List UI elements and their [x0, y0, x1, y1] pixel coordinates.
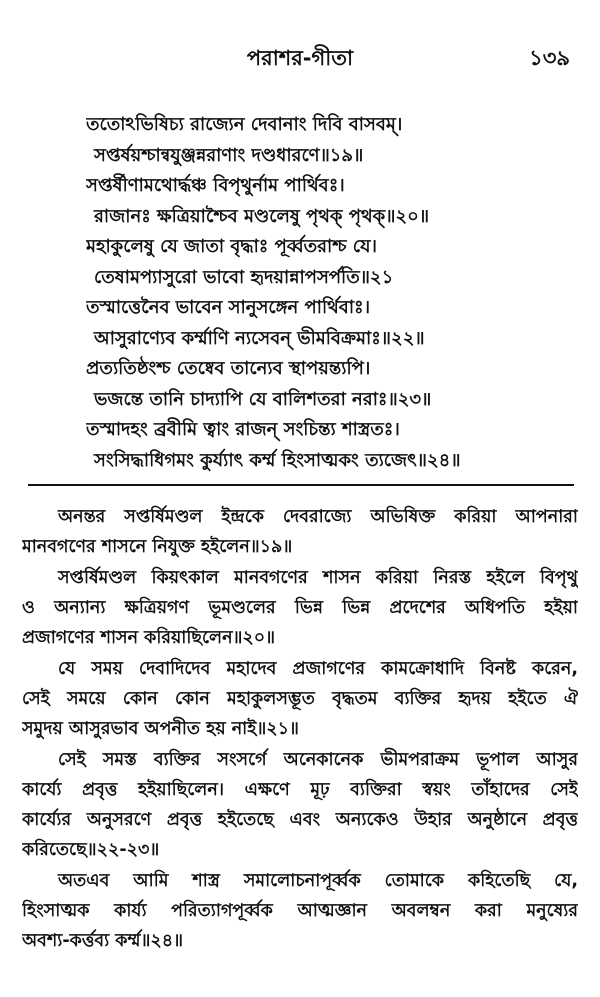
commentary-paragraph	[22, 563, 578, 653]
verse-line: সংসিদ্ধাধিগমং কুর্য্যাৎ কর্ম্ম হিংসাত্মকং ত্যজেৎ॥২৪॥	[94, 449, 461, 471]
commentary-line: সমুদয় আসুরভাব অপনীত হয় নাই॥২১॥	[22, 719, 299, 739]
verse-line: তেষামপ্যাসুরো ভাবো হৃদয়ান্নাপসর্পতি॥২১	[94, 266, 394, 288]
running-header-title: পরাশর-গীতা	[246, 46, 354, 70]
commentary-line: সেই সমস্ত ব্যক্তির সংসর্গে অনেকানেক ভীমপরাক্রম ভূপাল আসুর	[58, 750, 578, 770]
commentary-line: করিতেছে॥২২-২৩॥	[22, 840, 160, 860]
commentary-line: সপ্তর্ষিমণ্ডল কিয়ৎকাল মানবগণের শাসন করিয়া নিরস্ত হইলে বিপৃথু	[58, 568, 578, 588]
verse-line: সপ্তর্ষীণামথোর্দ্ধঞ্চ বিপৃথুর্নাম পার্থিবঃ।	[86, 175, 345, 196]
commentary-line: অতএব আমি শাস্ত্র সমালোচনাপূর্ব্বক তোমাকে কহিতেছি যে,	[58, 871, 578, 891]
commentary-line: অবশ্য-কর্ত্তব্য কর্ম্ম॥২৪॥	[22, 931, 184, 951]
commentary-line: কার্য্যে প্রবৃত্ত হইয়াছিলেন। এক্ষণে মূঢ় ব্যক্তিরা স্বয়ং তাঁহাদের সেই	[22, 780, 578, 800]
sanskrit-verses	[86, 110, 586, 476]
verse-line: আসুরাণ্যেব কর্ম্মাণি ন্যসেবন্ ভীমবিক্রমাঃ॥২২॥	[94, 327, 425, 349]
commentary-line: কার্য্যের অনুসরণে প্রবৃত্ত হইতেছে এবং অন্যকেও উহার অনুষ্ঠানে প্রবৃত্ত	[22, 810, 578, 830]
verse-line: রাজানঃ ক্ষত্রিয়াশ্চৈব মণ্ডলেষু পৃথক্ পৃথক্॥২০॥	[94, 205, 430, 227]
page-number: ১৩৯	[529, 46, 570, 70]
commentary-line: মানবগণের শাসনে নিযুক্ত হইলেন॥১৯॥	[22, 537, 293, 557]
commentary-paragraph	[22, 866, 578, 956]
commentary-line: যে সময় দেবাদিদেব মহাদেব প্রজাগণের কামক্রোধাদি বিনষ্ট করেন,	[58, 659, 578, 679]
verse-line: ভজন্তে তানি চাদ্যাপি যে বালিশতরা নরাঃ॥২৩॥	[94, 388, 432, 410]
verse-line: সপ্তর্ষয়শ্চান্বযুঞ্জন্নরাণাং দণ্ডধারণে॥১৯॥	[94, 144, 364, 166]
commentary-line: প্রজাগণের শাসন করিয়াছিলেন॥২০॥	[22, 628, 276, 648]
verse-line: তস্মাত্তেনৈব ভাবেন সানুসঙ্গেন পার্থিবাঃ।	[86, 297, 371, 318]
verse-line: ততোঽভিষিচ্য রাজ্যেন দেবানাং দিবি বাসবম্।	[86, 114, 403, 135]
verse-line: মহাকুলেষু যে জাতা বৃদ্ধাঃ পূর্ব্বতরাশ্চ যে।	[86, 236, 377, 257]
commentary-paragraph	[22, 654, 578, 744]
bengali-commentary	[22, 502, 578, 957]
section-divider	[28, 484, 574, 486]
verse-line: তস্মাদহং ব্রবীমি ত্বাং রাজন্ সংচিন্ত্য শাস্ত্রতঃ।	[86, 419, 400, 440]
commentary-paragraph	[22, 745, 578, 865]
commentary-line: হিংসাত্মক কার্য্য পরিত্যাগপূর্ব্বক আত্মজ্ঞান অবলম্বন করা মনুষ্যের	[22, 901, 578, 921]
commentary-line: সেই সময়ে কোন কোন মহাকুলসম্ভূত বৃদ্ধতম ব্যক্তির হৃদয় হইতে ঐ	[22, 689, 578, 709]
commentary-paragraph	[22, 502, 578, 562]
verse-line: প্রত্যতিষ্ঠংশ্চ তেষ্বেব তান্যেব স্থাপয়ন্ত্যপি।	[86, 358, 371, 379]
commentary-line: ও অন্যান্য ক্ষত্রিয়গণ ভূমণ্ডলের ভিন্ন ভিন্ন প্রদেশের অধিপতি হইয়া	[22, 598, 578, 618]
commentary-line: অনন্তর সপ্তর্ষিমণ্ডল ইন্দ্রকে দেবরাজ্যে অভিষিক্ত করিয়া আপনারা	[58, 507, 578, 527]
